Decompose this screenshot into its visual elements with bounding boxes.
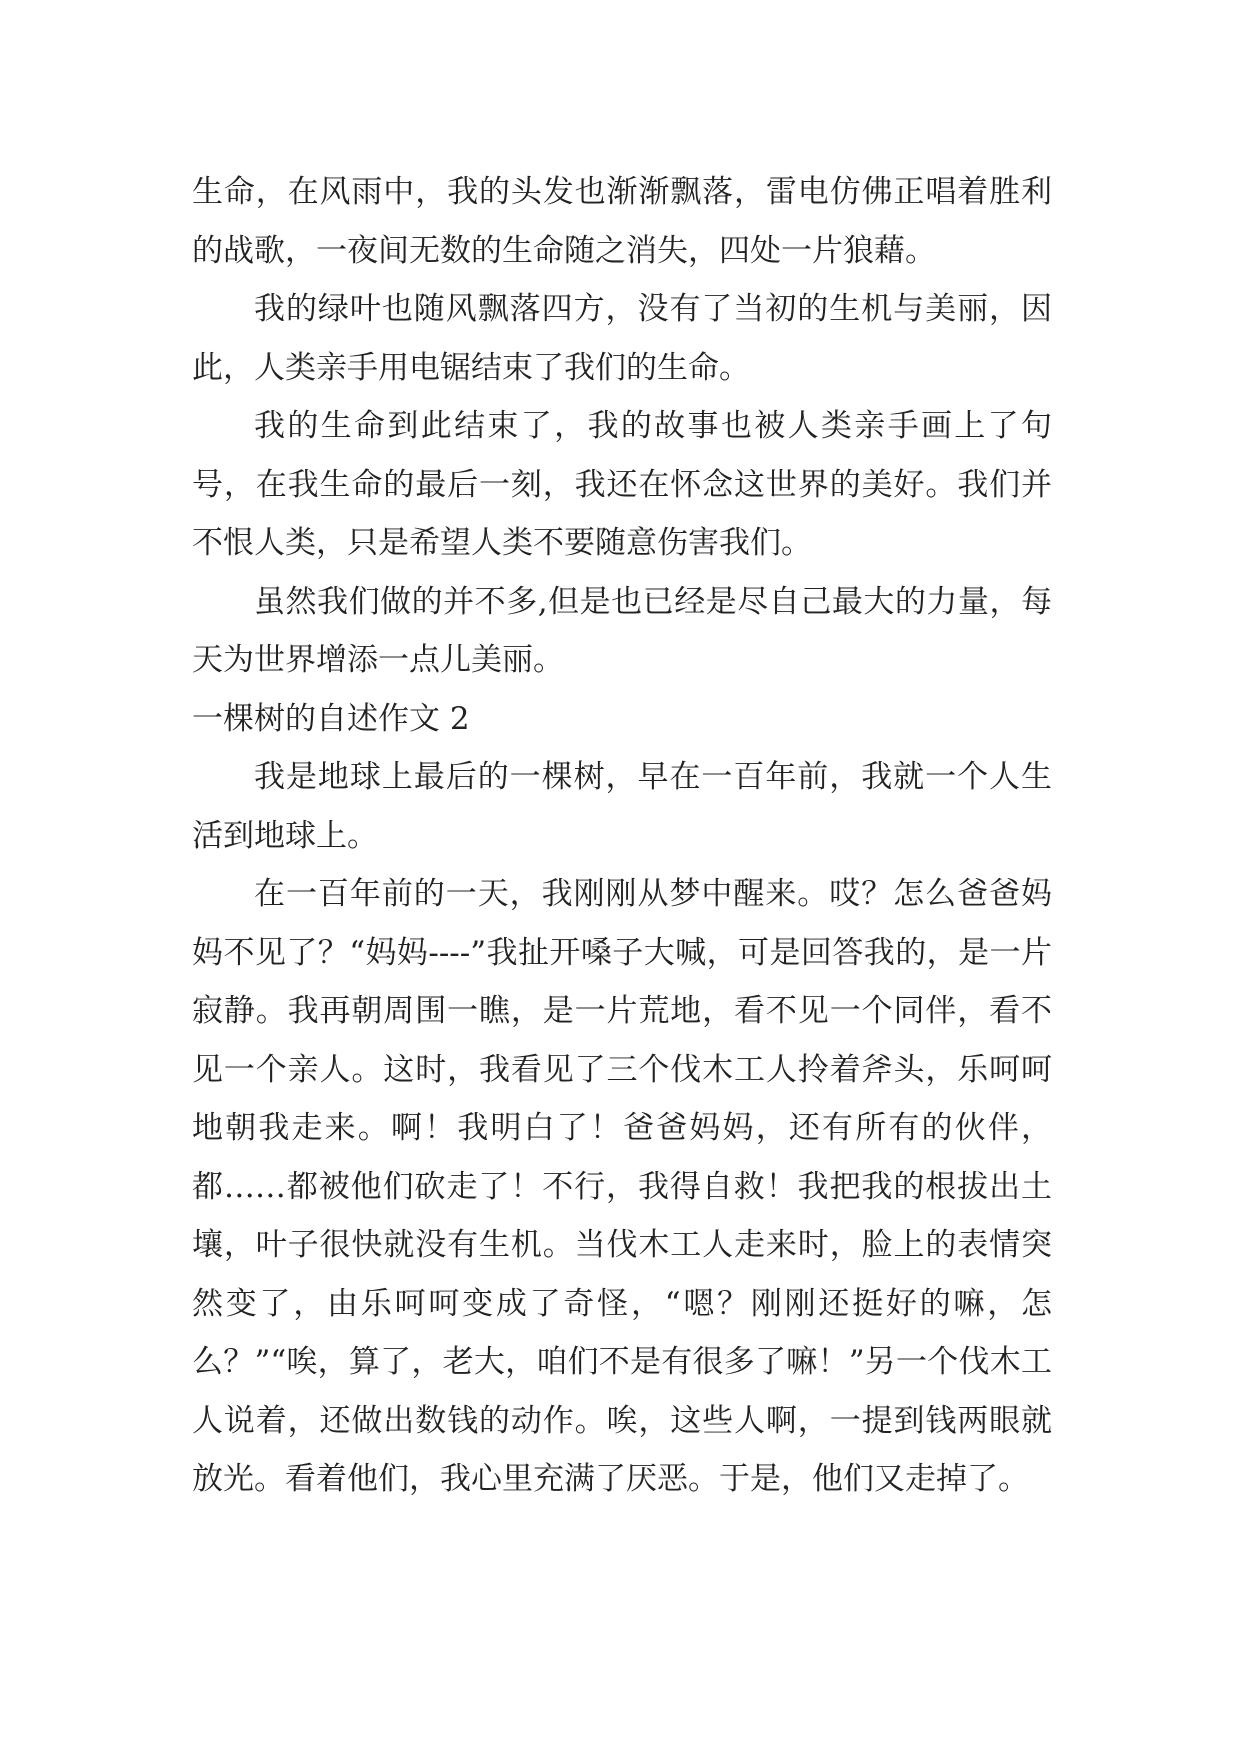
paragraph-5: 我是地球上最后的一棵树，早在一百年前，我就一个人生活到地球上。 xyxy=(192,759,1052,854)
paragraph-3: 我的生命到此结束了，我的故事也被人类亲手画上了句号，在我生命的最后一刻，我还在怀念这世界的美好。我们并不恨人类，只是希望人类不要随意伤害我们。 xyxy=(192,408,1052,561)
section-title: 一棵树的自述作文 2 xyxy=(192,700,470,737)
paragraph-4: 虽然我们做的并不多,但是也已经是尽自己最大的力量，每天为世界增添一点儿美丽。 xyxy=(192,583,1052,678)
paragraph-6: 在一百年前的一天，我刚刚从梦中醒来。哎？怎么爸爸妈妈不见了？“妈妈----”我扯开嗓子大喊，可是回答我的，是一片寂静。我再朝周围一瞧，是一片荒地，看不见一个同伴，看不见一个亲人。这时，我看见了三个伐木工人拎着斧头，乐呵呵地朝我走来。啊！我明白了！爸爸妈妈，还有所有的伙伴，都……都被他们砍走了！不行，我得自救！我把我的根拔出土壤，叶子很快就没有生机。当伐木工人走来时，脸上的表情突然变了，由乐呵呵变成了奇怪，“嗯？刚刚还挺好的嘛，怎么？”“唉，算了，老大，咱们不是有很多了嘛！”另一个伐木工人说着，还做出数钱的动作。唉，这些人啊，一提到钱两眼就放光。看着他们，我心里充满了厌恶。于是，他们又走掉了。 xyxy=(192,876,1052,1497)
paragraph-2: 我的绿叶也随风飘落四方，没有了当初的生机与美丽，因此，人类亲手用电锯结束了我们的生命。 xyxy=(192,291,1052,386)
paragraph-1: 生命，在风雨中，我的头发也渐渐飘落，雷电仿佛正唱着胜利的战歌，一夜间无数的生命随之消失，四处一片狼藉。 xyxy=(192,174,1052,269)
essay-body xyxy=(192,163,1052,1509)
